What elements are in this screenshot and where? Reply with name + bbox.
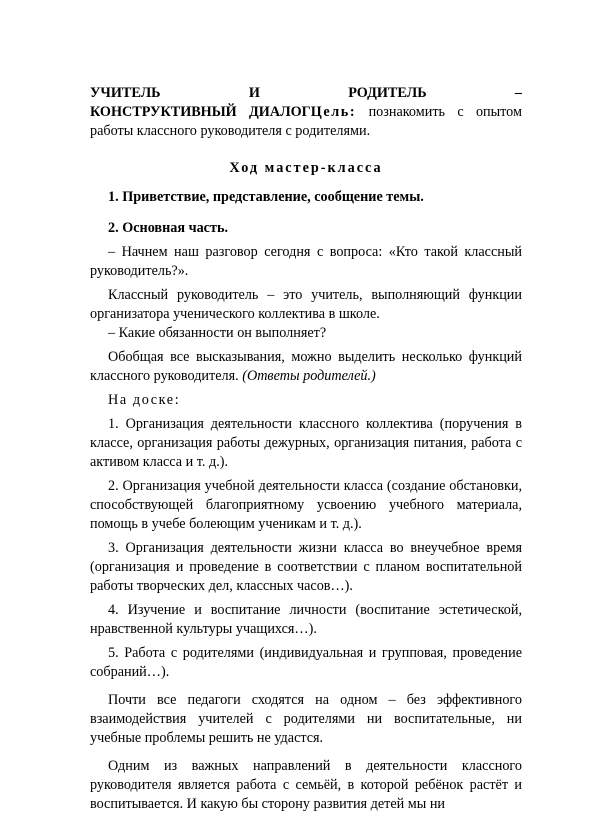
title-line-2 xyxy=(90,103,522,141)
summary-text: Обобщая все высказывания, можно выделить несколько функций классного руководителя. xyxy=(90,349,522,384)
list-item-1: 1. Организация деятельности классного коллектива (поручения в классе, организация работы дежурных, организация питания, работа с активом класса и т. д.). xyxy=(90,416,522,470)
paragraph-summary xyxy=(90,348,522,386)
section-1-title: 1. Приветствие, представление, сообщение темы. xyxy=(108,189,424,205)
goal-text: познакомить с опытом работы классного руководителя с родителями. xyxy=(90,104,522,139)
list-item-3: 3. Организация деятельности жизни класса во внеучебное время (организация и проведение в соответствии с планом воспитательной работы творческих дел, классных часов…). xyxy=(90,540,522,594)
paragraph-family-work: Одним из важных направлений в деятельности классного руководителя является работа с семьёй, в которой ребёнок растёт и воспитывается. И какую бы сторону развития детей мы ни xyxy=(90,758,522,812)
title-word-2: И xyxy=(248,85,260,101)
paragraph-definition: Классный руководитель – это учитель, выполняющий функции организатора ученического коллектива в школе. xyxy=(90,287,522,322)
title-word-3: РОДИТЕЛЬ xyxy=(348,85,427,101)
paragraph-duties-question: – Какие обязанности он выполняет? xyxy=(108,325,327,341)
board-label: На доске: xyxy=(108,392,181,408)
summary-note: (Ответы родителей.) xyxy=(242,368,376,384)
list-item-4: 4. Изучение и воспитание личности (воспитание эстетической, нравственной культуры учащихся…). xyxy=(90,602,522,637)
section-heading: Ход мастер-класса xyxy=(229,160,383,176)
title-word-1: УЧИТЕЛЬ xyxy=(90,85,161,101)
goal-label: Цель: xyxy=(310,104,357,120)
section-2-title: 2. Основная часть. xyxy=(108,220,228,236)
document-body xyxy=(90,78,522,814)
paragraph-question: – Начнем наш разговор сегодня с вопроса: «Кто такой классный руководитель?». xyxy=(90,244,522,279)
title-line-1 xyxy=(90,84,522,103)
paragraph-cooperation: Почти все педагоги сходятся на одном – без эффективного взаимодействия учителей с родителями ни воспитательные, ни учебные проблемы решить не удастся. xyxy=(90,692,522,746)
title-continued: КОНСТРУКТИВНЫЙ ДИАЛОГ xyxy=(90,104,311,120)
list-item-5: 5. Работа с родителями (индивидуальная и групповая, проведение собраний…). xyxy=(90,645,522,680)
title-word-4: – xyxy=(514,85,522,101)
list-item-2: 2. Организация учебной деятельности класса (создание обстановки, способствующей благоприятному усвоению учебного материала, помощь в учебе болеющим ученикам и т. д.). xyxy=(90,478,522,532)
